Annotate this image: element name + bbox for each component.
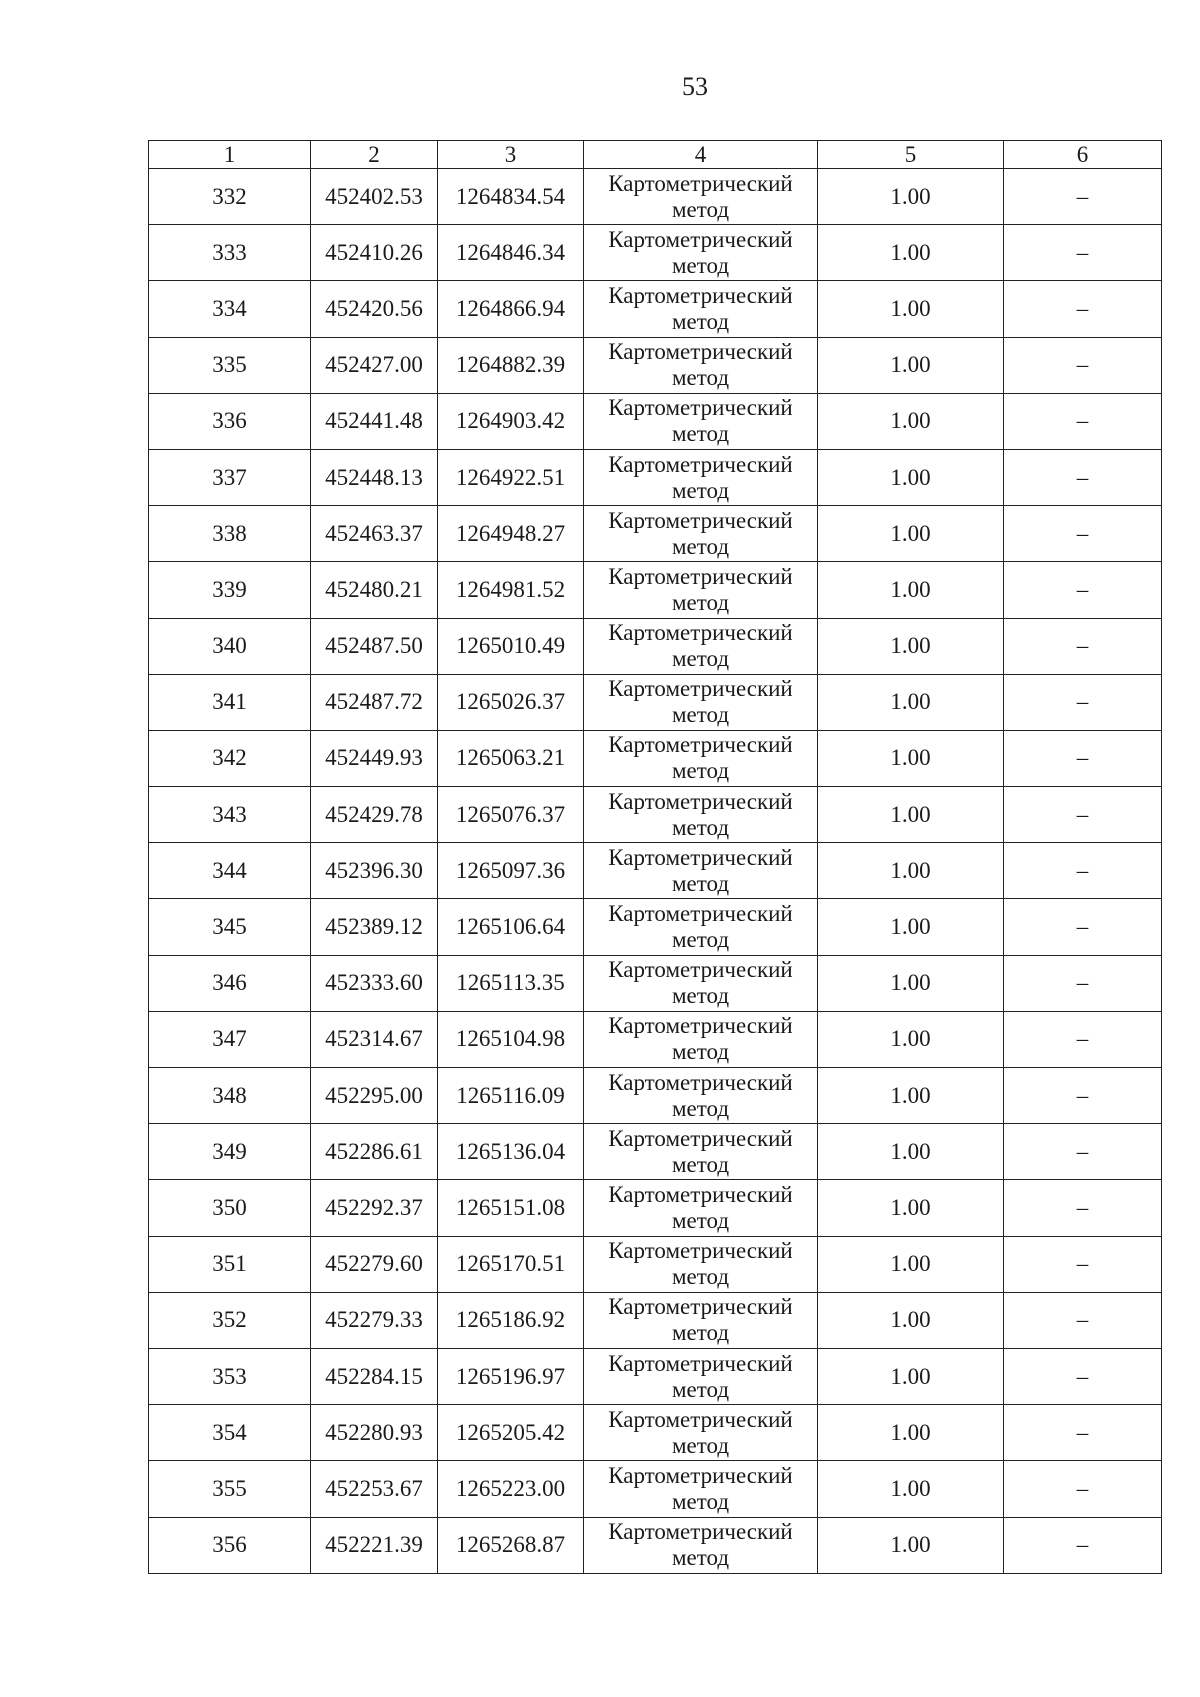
precision-cell: 1.00 bbox=[818, 1011, 1004, 1067]
method-cell bbox=[584, 562, 818, 618]
method-cell bbox=[584, 169, 818, 225]
method-line-1: Картометрический bbox=[608, 339, 793, 365]
table-row bbox=[149, 1405, 1162, 1461]
precision-cell: 1.00 bbox=[818, 1348, 1004, 1404]
method-cell bbox=[584, 1011, 818, 1067]
point-number-cell: 351 bbox=[149, 1236, 311, 1292]
method-line-1: Картометрический bbox=[608, 563, 793, 589]
page-number: 53 bbox=[682, 72, 708, 101]
method-cell bbox=[584, 337, 818, 393]
method-line-2: метод bbox=[671, 533, 730, 559]
y-coordinate-cell: 1265223.00 bbox=[438, 1461, 584, 1517]
note-cell: – bbox=[1004, 618, 1162, 674]
precision-cell: 1.00 bbox=[818, 393, 1004, 449]
note-cell: – bbox=[1004, 1068, 1162, 1124]
point-number-cell: 354 bbox=[149, 1405, 311, 1461]
note-cell: – bbox=[1004, 1236, 1162, 1292]
method-line-1: Картометрический bbox=[608, 1350, 793, 1376]
method-line-2: метод bbox=[671, 589, 730, 615]
note-cell: – bbox=[1004, 169, 1162, 225]
header-col-1: 1 bbox=[149, 141, 311, 169]
table-row bbox=[149, 393, 1162, 449]
method-line-1: Картометрический bbox=[608, 1519, 793, 1545]
method-cell bbox=[584, 730, 818, 786]
note-cell: – bbox=[1004, 730, 1162, 786]
method-line-1: Картометрический bbox=[608, 901, 793, 927]
method-line-2: метод bbox=[671, 1320, 730, 1346]
precision-cell: 1.00 bbox=[818, 843, 1004, 899]
method-cell bbox=[584, 1124, 818, 1180]
point-number-cell: 335 bbox=[149, 337, 311, 393]
y-coordinate-cell: 1265116.09 bbox=[438, 1068, 584, 1124]
x-coordinate-cell: 452420.56 bbox=[311, 281, 438, 337]
precision-cell: 1.00 bbox=[818, 899, 1004, 955]
table-row bbox=[149, 1292, 1162, 1348]
y-coordinate-cell: 1265097.36 bbox=[438, 843, 584, 899]
header-col-3: 3 bbox=[438, 141, 584, 169]
method-line-1: Картометрический bbox=[608, 1125, 793, 1151]
x-coordinate-cell: 452402.53 bbox=[311, 169, 438, 225]
y-coordinate-cell: 1265076.37 bbox=[438, 787, 584, 843]
method-cell bbox=[584, 506, 818, 562]
point-number-cell: 339 bbox=[149, 562, 311, 618]
note-cell: – bbox=[1004, 393, 1162, 449]
table-row bbox=[149, 1517, 1162, 1573]
y-coordinate-cell: 1265151.08 bbox=[438, 1180, 584, 1236]
point-number-cell: 356 bbox=[149, 1517, 311, 1573]
note-cell: – bbox=[1004, 843, 1162, 899]
note-cell: – bbox=[1004, 1461, 1162, 1517]
x-coordinate-cell: 452253.67 bbox=[311, 1461, 438, 1517]
precision-cell: 1.00 bbox=[818, 1405, 1004, 1461]
method-line-1: Картометрический bbox=[608, 1238, 793, 1264]
method-line-2: метод bbox=[671, 1488, 730, 1514]
y-coordinate-cell: 1264948.27 bbox=[438, 506, 584, 562]
point-number-cell: 332 bbox=[149, 169, 311, 225]
x-coordinate-cell: 452314.67 bbox=[311, 1011, 438, 1067]
y-coordinate-cell: 1264882.39 bbox=[438, 337, 584, 393]
y-coordinate-cell: 1265186.92 bbox=[438, 1292, 584, 1348]
y-coordinate-cell: 1265113.35 bbox=[438, 955, 584, 1011]
table-row bbox=[149, 1180, 1162, 1236]
method-line-2: метод bbox=[671, 814, 730, 840]
precision-cell: 1.00 bbox=[818, 169, 1004, 225]
method-cell bbox=[584, 618, 818, 674]
method-line-2: метод bbox=[671, 646, 730, 672]
method-cell bbox=[584, 787, 818, 843]
y-coordinate-cell: 1265010.49 bbox=[438, 618, 584, 674]
method-line-1: Картометрический bbox=[608, 451, 793, 477]
point-number-cell: 350 bbox=[149, 1180, 311, 1236]
x-coordinate-cell: 452429.78 bbox=[311, 787, 438, 843]
table-row bbox=[149, 1461, 1162, 1517]
method-line-1: Картометрический bbox=[608, 676, 793, 702]
note-cell: – bbox=[1004, 955, 1162, 1011]
method-line-2: метод bbox=[671, 308, 730, 334]
x-coordinate-cell: 452295.00 bbox=[311, 1068, 438, 1124]
note-cell: – bbox=[1004, 1405, 1162, 1461]
precision-cell: 1.00 bbox=[818, 1517, 1004, 1573]
method-line-2: метод bbox=[671, 1264, 730, 1290]
note-cell: – bbox=[1004, 506, 1162, 562]
point-number-cell: 346 bbox=[149, 955, 311, 1011]
method-line-2: метод bbox=[671, 477, 730, 503]
note-cell: – bbox=[1004, 562, 1162, 618]
method-line-1: Картометрический bbox=[608, 395, 793, 421]
x-coordinate-cell: 452463.37 bbox=[311, 506, 438, 562]
precision-cell: 1.00 bbox=[818, 1236, 1004, 1292]
point-number-cell: 336 bbox=[149, 393, 311, 449]
method-cell bbox=[584, 1292, 818, 1348]
note-cell: – bbox=[1004, 449, 1162, 505]
method-line-1: Картометрический bbox=[608, 1406, 793, 1432]
note-cell: – bbox=[1004, 225, 1162, 281]
table-row bbox=[149, 618, 1162, 674]
table-row bbox=[149, 843, 1162, 899]
precision-cell: 1.00 bbox=[818, 562, 1004, 618]
y-coordinate-cell: 1265196.97 bbox=[438, 1348, 584, 1404]
method-line-1: Картометрический bbox=[608, 1013, 793, 1039]
table-row bbox=[149, 562, 1162, 618]
note-cell: – bbox=[1004, 1348, 1162, 1404]
method-line-2: метод bbox=[671, 983, 730, 1009]
precision-cell: 1.00 bbox=[818, 730, 1004, 786]
table-row bbox=[149, 1348, 1162, 1404]
y-coordinate-cell: 1265106.64 bbox=[438, 899, 584, 955]
precision-cell: 1.00 bbox=[818, 225, 1004, 281]
table-row bbox=[149, 730, 1162, 786]
method-line-2: метод bbox=[671, 421, 730, 447]
method-line-2: метод bbox=[671, 1095, 730, 1121]
point-number-cell: 341 bbox=[149, 674, 311, 730]
note-cell: – bbox=[1004, 899, 1162, 955]
x-coordinate-cell: 452427.00 bbox=[311, 337, 438, 393]
point-number-cell: 342 bbox=[149, 730, 311, 786]
x-coordinate-cell: 452441.48 bbox=[311, 393, 438, 449]
table-row bbox=[149, 169, 1162, 225]
header-row bbox=[149, 141, 1162, 169]
point-number-cell: 340 bbox=[149, 618, 311, 674]
point-number-cell: 352 bbox=[149, 1292, 311, 1348]
method-cell bbox=[584, 225, 818, 281]
method-line-2: метод bbox=[671, 1545, 730, 1571]
x-coordinate-cell: 452286.61 bbox=[311, 1124, 438, 1180]
coordinates-table bbox=[148, 140, 1162, 1574]
method-cell bbox=[584, 899, 818, 955]
table-row bbox=[149, 337, 1162, 393]
y-coordinate-cell: 1265136.04 bbox=[438, 1124, 584, 1180]
note-cell: – bbox=[1004, 674, 1162, 730]
y-coordinate-cell: 1265104.98 bbox=[438, 1011, 584, 1067]
method-line-1: Картометрический bbox=[608, 788, 793, 814]
note-cell: – bbox=[1004, 1292, 1162, 1348]
table-row bbox=[149, 1236, 1162, 1292]
precision-cell: 1.00 bbox=[818, 281, 1004, 337]
point-number-cell: 353 bbox=[149, 1348, 311, 1404]
y-coordinate-cell: 1265063.21 bbox=[438, 730, 584, 786]
method-cell bbox=[584, 955, 818, 1011]
x-coordinate-cell: 452410.26 bbox=[311, 225, 438, 281]
y-coordinate-cell: 1264846.34 bbox=[438, 225, 584, 281]
method-cell bbox=[584, 1517, 818, 1573]
header-col-5: 5 bbox=[818, 141, 1004, 169]
y-coordinate-cell: 1264981.52 bbox=[438, 562, 584, 618]
point-number-cell: 343 bbox=[149, 787, 311, 843]
method-cell bbox=[584, 1461, 818, 1517]
point-number-cell: 337 bbox=[149, 449, 311, 505]
header-col-6: 6 bbox=[1004, 141, 1162, 169]
method-line-1: Картометрический bbox=[608, 620, 793, 646]
x-coordinate-cell: 452448.13 bbox=[311, 449, 438, 505]
x-coordinate-cell: 452292.37 bbox=[311, 1180, 438, 1236]
method-line-1: Картометрический bbox=[608, 957, 793, 983]
method-line-2: метод bbox=[671, 1207, 730, 1233]
method-line-2: метод bbox=[671, 702, 730, 728]
table-row bbox=[149, 1124, 1162, 1180]
method-cell bbox=[584, 1405, 818, 1461]
precision-cell: 1.00 bbox=[818, 1180, 1004, 1236]
precision-cell: 1.00 bbox=[818, 787, 1004, 843]
note-cell: – bbox=[1004, 787, 1162, 843]
precision-cell: 1.00 bbox=[818, 1068, 1004, 1124]
table-row bbox=[149, 225, 1162, 281]
precision-cell: 1.00 bbox=[818, 618, 1004, 674]
method-line-2: метод bbox=[671, 1376, 730, 1402]
note-cell: – bbox=[1004, 281, 1162, 337]
x-coordinate-cell: 452396.30 bbox=[311, 843, 438, 899]
method-cell bbox=[584, 843, 818, 899]
method-line-1: Картометрический bbox=[608, 282, 793, 308]
y-coordinate-cell: 1264903.42 bbox=[438, 393, 584, 449]
note-cell: – bbox=[1004, 1011, 1162, 1067]
method-cell bbox=[584, 1348, 818, 1404]
x-coordinate-cell: 452333.60 bbox=[311, 955, 438, 1011]
y-coordinate-cell: 1264834.54 bbox=[438, 169, 584, 225]
point-number-cell: 347 bbox=[149, 1011, 311, 1067]
table-row bbox=[149, 674, 1162, 730]
method-line-1: Картометрический bbox=[608, 1294, 793, 1320]
method-cell bbox=[584, 393, 818, 449]
note-cell: – bbox=[1004, 337, 1162, 393]
table-row bbox=[149, 787, 1162, 843]
method-line-2: метод bbox=[671, 870, 730, 896]
table-row bbox=[149, 281, 1162, 337]
table-row bbox=[149, 1011, 1162, 1067]
note-cell: – bbox=[1004, 1124, 1162, 1180]
table-row bbox=[149, 899, 1162, 955]
method-line-2: метод bbox=[671, 252, 730, 278]
table-row bbox=[149, 955, 1162, 1011]
y-coordinate-cell: 1265268.87 bbox=[438, 1517, 584, 1573]
y-coordinate-cell: 1265170.51 bbox=[438, 1236, 584, 1292]
point-number-cell: 344 bbox=[149, 843, 311, 899]
method-line-1: Картометрический bbox=[608, 732, 793, 758]
x-coordinate-cell: 452480.21 bbox=[311, 562, 438, 618]
x-coordinate-cell: 452449.93 bbox=[311, 730, 438, 786]
method-line-1: Картометрический bbox=[608, 1462, 793, 1488]
precision-cell: 1.00 bbox=[818, 674, 1004, 730]
x-coordinate-cell: 452487.50 bbox=[311, 618, 438, 674]
note-cell: – bbox=[1004, 1180, 1162, 1236]
method-line-2: метод bbox=[671, 365, 730, 391]
x-coordinate-cell: 452284.15 bbox=[311, 1348, 438, 1404]
x-coordinate-cell: 452279.33 bbox=[311, 1292, 438, 1348]
method-line-1: Картометрический bbox=[608, 1181, 793, 1207]
method-cell bbox=[584, 1068, 818, 1124]
method-line-2: метод bbox=[671, 1039, 730, 1065]
precision-cell: 1.00 bbox=[818, 506, 1004, 562]
x-coordinate-cell: 452487.72 bbox=[311, 674, 438, 730]
method-line-2: метод bbox=[671, 1432, 730, 1458]
method-line-2: метод bbox=[671, 1151, 730, 1177]
point-number-cell: 349 bbox=[149, 1124, 311, 1180]
method-cell bbox=[584, 674, 818, 730]
x-coordinate-cell: 452389.12 bbox=[311, 899, 438, 955]
method-line-1: Картометрический bbox=[608, 170, 793, 196]
method-line-1: Картометрический bbox=[608, 844, 793, 870]
y-coordinate-cell: 1265205.42 bbox=[438, 1405, 584, 1461]
point-number-cell: 334 bbox=[149, 281, 311, 337]
x-coordinate-cell: 452279.60 bbox=[311, 1236, 438, 1292]
table-row bbox=[149, 449, 1162, 505]
y-coordinate-cell: 1264922.51 bbox=[438, 449, 584, 505]
precision-cell: 1.00 bbox=[818, 1124, 1004, 1180]
method-line-1: Картометрический bbox=[608, 507, 793, 533]
method-line-1: Картометрический bbox=[608, 1069, 793, 1095]
y-coordinate-cell: 1265026.37 bbox=[438, 674, 584, 730]
point-number-cell: 345 bbox=[149, 899, 311, 955]
point-number-cell: 338 bbox=[149, 506, 311, 562]
method-line-1: Картометрический bbox=[608, 226, 793, 252]
header-col-4: 4 bbox=[584, 141, 818, 169]
precision-cell: 1.00 bbox=[818, 337, 1004, 393]
table-body bbox=[149, 169, 1162, 1574]
method-line-2: метод bbox=[671, 758, 730, 784]
method-cell bbox=[584, 1180, 818, 1236]
method-cell bbox=[584, 449, 818, 505]
precision-cell: 1.00 bbox=[818, 1292, 1004, 1348]
table-row bbox=[149, 1068, 1162, 1124]
point-number-cell: 355 bbox=[149, 1461, 311, 1517]
note-cell: – bbox=[1004, 1517, 1162, 1573]
precision-cell: 1.00 bbox=[818, 449, 1004, 505]
method-cell bbox=[584, 1236, 818, 1292]
x-coordinate-cell: 452280.93 bbox=[311, 1405, 438, 1461]
precision-cell: 1.00 bbox=[818, 955, 1004, 1011]
x-coordinate-cell: 452221.39 bbox=[311, 1517, 438, 1573]
header-col-2: 2 bbox=[311, 141, 438, 169]
y-coordinate-cell: 1264866.94 bbox=[438, 281, 584, 337]
table-row bbox=[149, 506, 1162, 562]
point-number-cell: 333 bbox=[149, 225, 311, 281]
method-line-2: метод bbox=[671, 196, 730, 222]
method-cell bbox=[584, 281, 818, 337]
method-line-2: метод bbox=[671, 927, 730, 953]
point-number-cell: 348 bbox=[149, 1068, 311, 1124]
precision-cell: 1.00 bbox=[818, 1461, 1004, 1517]
